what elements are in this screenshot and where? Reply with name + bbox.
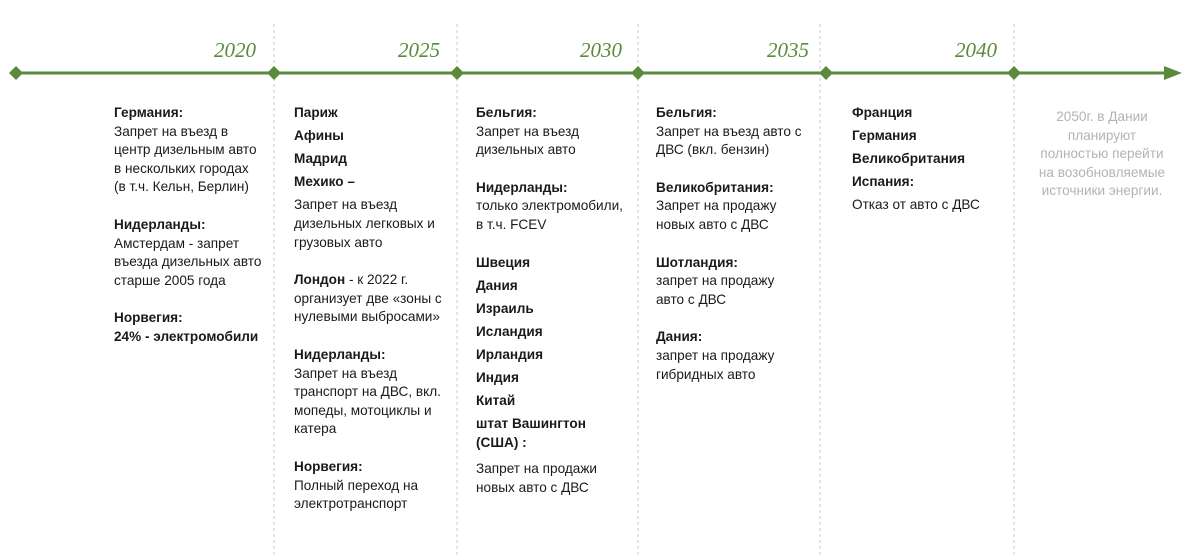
column-2030 xyxy=(476,104,626,498)
state-heading: штат Вашингтон (США) : xyxy=(476,416,586,450)
country-heading: Нидерланды: xyxy=(476,179,568,195)
country-name: Израиль xyxy=(476,300,534,316)
entry-cities xyxy=(294,104,442,252)
country-name: Германия xyxy=(852,128,917,144)
country-name: Индия xyxy=(476,370,519,386)
entry-belgium xyxy=(476,104,626,160)
year-marker-diamond xyxy=(819,66,833,80)
city-name: Париж xyxy=(294,105,338,120)
country-heading: Дания: xyxy=(656,329,703,345)
city-name: Мехико – xyxy=(294,174,355,190)
entry-text: - к 2022 г. организует две «зоны с нулевыми выбросами» xyxy=(294,272,442,325)
year-marker-diamond xyxy=(9,66,23,80)
entry-germany xyxy=(114,104,264,197)
entry-text: Запрет на продажи новых авто с ДВС xyxy=(476,461,598,495)
city-name: Мадрид xyxy=(294,151,347,167)
entry-text: 24% - электромобили xyxy=(114,328,259,344)
entry-text: Запрет на въезд в центр дизельным авто в нескольких городах (в т.ч. Кельн, Берлин) xyxy=(114,123,257,195)
year-marker-diamond xyxy=(1007,66,1021,80)
entry-text: запрет на продажу гибридных авто xyxy=(656,347,775,382)
entry-denmark xyxy=(656,328,806,384)
entry-scotland xyxy=(656,254,806,310)
city-name: Афины xyxy=(294,128,344,144)
entry-belgium xyxy=(656,104,806,160)
entry-countries xyxy=(852,104,1002,215)
year-marker-diamond xyxy=(450,66,464,80)
column-2050 xyxy=(1034,108,1170,201)
country-heading: Нидерланды: xyxy=(294,346,386,362)
entry-netherlands xyxy=(114,216,264,290)
country-name: Китай xyxy=(476,393,516,409)
country-name: Ирландия xyxy=(476,346,544,362)
country-name: Дания xyxy=(476,277,518,293)
entry-netherlands xyxy=(294,346,442,439)
entry-text: Запрет на въезд авто с ДВС (вкл. бензин) xyxy=(656,123,802,158)
year-2040: 2040 xyxy=(955,38,997,62)
country-name: Исландия xyxy=(476,323,543,339)
country-name: Испания: xyxy=(852,174,915,190)
country-name: Великобритания xyxy=(852,151,966,167)
column-2025 xyxy=(294,104,442,514)
entry-text: запрет на продажу авто с ДВС xyxy=(656,273,775,307)
entry-text: Запрет на въезд дизельных авто xyxy=(476,123,580,158)
entry-uk xyxy=(656,179,806,235)
entry-text: Амстердам - запрет въезда дизельных авто старше 2005 года xyxy=(114,235,262,288)
year-marker-diamond xyxy=(267,66,281,80)
column-2035 xyxy=(656,104,806,384)
entry-text: Запрет на продажу новых авто с ДВС xyxy=(656,198,777,232)
country-heading: Шотландия: xyxy=(656,254,738,270)
year-2035: 2035 xyxy=(767,38,809,62)
year-marker-diamond xyxy=(631,66,645,80)
country-heading: Бельгия: xyxy=(656,105,717,120)
country-heading: Норвегия: xyxy=(294,458,363,474)
city-name: Лондон xyxy=(294,272,346,288)
country-heading: Нидерланды: xyxy=(114,216,206,232)
year-2030: 2030 xyxy=(580,38,622,62)
country-name: Швеция xyxy=(476,254,531,270)
entry-countries xyxy=(476,254,626,498)
entry-text: Отказ от авто с ДВС xyxy=(852,197,980,213)
country-heading: Бельгия: xyxy=(476,105,537,120)
entry-text: Запрет на въезд дизельных легковых и грузовых авто xyxy=(294,197,435,250)
entry-london xyxy=(294,271,442,327)
entry-netherlands xyxy=(476,179,626,235)
entry-norway xyxy=(294,458,442,514)
future-note: 2050г. в Дании планируют полностью перейти на возобновляемые источники энергии. xyxy=(1038,109,1166,199)
entry-text: Полный переход на электротранспорт xyxy=(294,477,419,512)
country-heading: Норвегия: xyxy=(114,310,183,326)
arrow-head-icon xyxy=(1164,66,1182,80)
country-heading: Германия: xyxy=(114,105,184,120)
entry-text: Запрет на въезд транспорт на ДВС, вкл. мопеды, мотоциклы и катера xyxy=(294,365,441,437)
country-heading: Великобритания: xyxy=(656,179,774,195)
column-2040 xyxy=(852,104,1002,215)
column-2020 xyxy=(114,104,264,347)
year-2025: 2025 xyxy=(398,38,440,62)
year-2020: 2020 xyxy=(214,38,256,62)
country-name: Франция xyxy=(852,105,913,120)
entry-text: только электромобили, в т.ч. FCEV xyxy=(476,198,623,232)
entry-norway xyxy=(114,309,264,346)
